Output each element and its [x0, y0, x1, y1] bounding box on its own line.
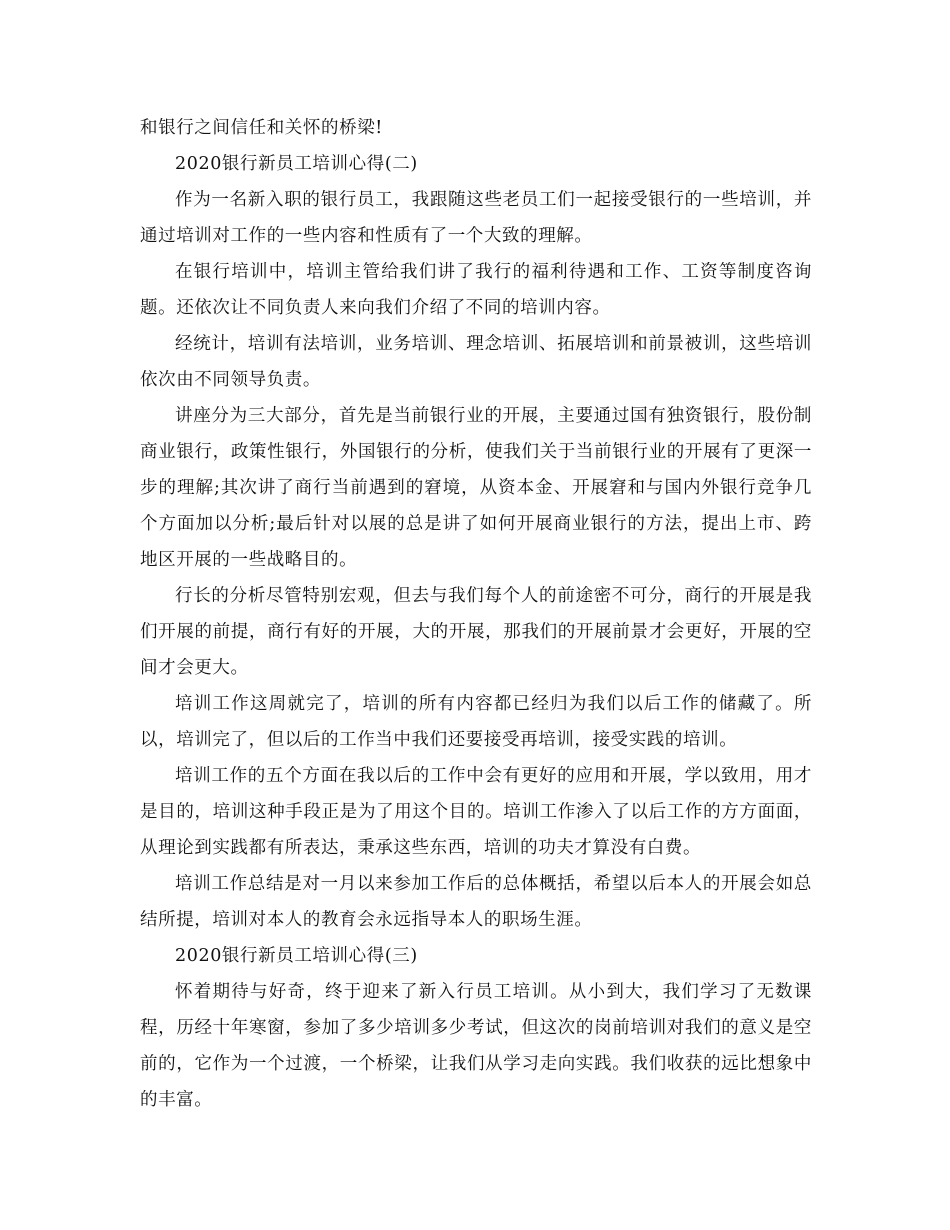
paragraph-continuation: 和银行之间信任和关怀的桥梁! — [140, 118, 383, 138]
paragraph: 讲座分为三大部分，首先是当前银行业的开展，主要通过国有独资银行，股份制商业银行，政策性银行，外国银行的分析，使我们关于当前银行业的开展有了更深一步的理解;其次讲了商行当前遇到的窘境，从资本金、开展窘和与国内外银行竞争几个方面加以分析;最后针对以展的总是讲了如何开展商业银行的方法，提出上市、跨地区开展的一些战略目的。 — [140, 406, 812, 570]
paragraph: 培训工作总结是对一月以来参加工作后的总体概括，希望以后本人的开展会如总结所提，培训对本人的教育会永远指导本人的职场生涯。 — [140, 874, 812, 930]
document-page — [140, 110, 812, 1118]
paragraph: 怀着期待与好奇，终于迎来了新入行员工培训。从小到大，我们学习了无数课程，历经十年寒窗，参加了多少培训多少考试，但这次的岗前培训对我们的意义是空前的，它作为一个过渡，一个桥梁，让我们从学习走向实践。我们收获的远比想象中的丰富。 — [140, 982, 812, 1110]
section-heading-2: 2020银行新员工培训心得(二) — [175, 154, 418, 174]
paragraph: 行长的分析尽管特别宏观，但去与我们每个人的前途密不可分，商行的开展是我们开展的前提，商行有好的开展，大的开展，那我们的开展前景才会更好，开展的空间才会更大。 — [140, 586, 812, 678]
paragraph: 培训工作的五个方面在我以后的工作中会有更好的应用和开展，学以致用，用才是目的，培训这种手段正是为了用这个目的。培训工作渗入了以后工作的方方面面，从理论到实践都有所表达，秉承这些东西，培训的功夫才算没有白费。 — [140, 766, 812, 858]
paragraph: 在银行培训中，培训主管给我们讲了我行的福利待遇和工作、工资等制度咨询题。还依次让不同负责人来向我们介绍了不同的培训内容。 — [140, 262, 812, 318]
paragraph: 培训工作这周就完了，培训的所有内容都已经归为我们以后工作的储藏了。所以，培训完了，但以后的工作当中我们还要接受再培训，接受实践的培训。 — [140, 694, 812, 750]
section-heading-3: 2020银行新员工培训心得(三) — [175, 946, 418, 966]
paragraph: 经统计，培训有法培训，业务培训、理念培训、拓展培训和前景被训，这些培训依次由不同领导负责。 — [140, 334, 812, 390]
paragraph: 作为一名新入职的银行员工，我跟随这些老员工们一起接受银行的一些培训，并通过培训对工作的一些内容和性质有了一个大致的理解。 — [140, 190, 812, 246]
